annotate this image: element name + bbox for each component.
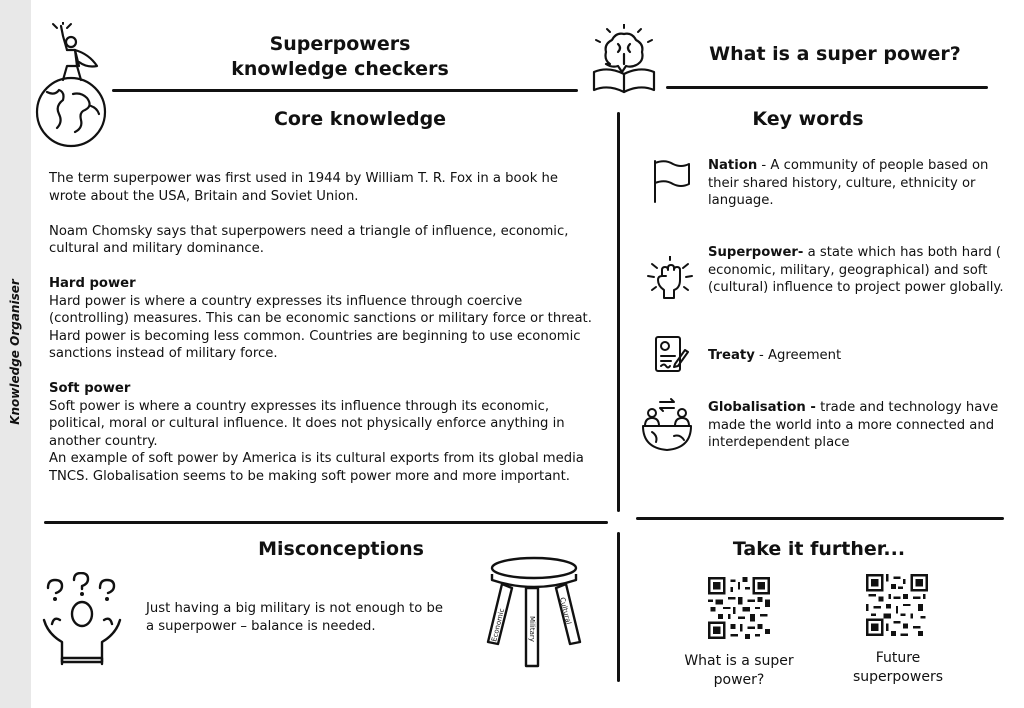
keyword-term: Nation	[708, 158, 758, 173]
misconception-text: Just having a big military is not enough to be a superpower – balance is needed.	[146, 601, 443, 634]
keyword-separator: -	[754, 348, 768, 363]
stool-leg-label: Cultural	[558, 596, 573, 626]
header-divider-right	[666, 86, 988, 89]
keyword-definition: Agreement	[767, 348, 842, 363]
section-question: What is a super power?	[709, 43, 961, 65]
key-words-heading: Key words	[752, 108, 864, 130]
qr-code-what-is-superpower[interactable]	[708, 577, 770, 639]
globe-exchange-icon	[640, 396, 694, 452]
soft-power-paragraph: An example of soft power by America is its cultural exports from its global media TNCS. Globalisation seems to be making soft power more and more important.	[49, 451, 584, 484]
take-it-further-heading: Take it further...	[732, 538, 906, 560]
keyword-nation	[708, 157, 1008, 210]
core-knowledge-heading: Core knowledge	[273, 108, 447, 130]
column-divider-upper	[617, 112, 620, 512]
stool-leg-label: Economic	[490, 607, 507, 643]
keyword-term: Globalisation -	[708, 400, 816, 415]
misconceptions-heading: Misconceptions	[258, 538, 424, 560]
lower-divider-left	[44, 521, 608, 524]
column-divider-lower	[617, 532, 620, 682]
keyword-term: Treaty	[708, 348, 755, 363]
keyword-definition: a state which has both hard ( economic, military, geographical) and soft (cultural) influence to project power globally.	[708, 245, 1004, 295]
raised-fist-icon	[646, 256, 694, 302]
keyword-term: Superpower-	[708, 245, 804, 260]
keyword-treaty	[708, 347, 1008, 365]
hard-power-paragraph: Hard power is becoming less common. Countries are beginning to use economic sanctions instead of military force.	[49, 328, 581, 361]
hard-power-paragraph: Hard power is where a country expresses its influence through coercive (controlling) measures. This can be economic sanctions or military force or threat.	[49, 293, 592, 326]
page-title-line-1: Superpowers	[269, 33, 411, 55]
confused-person-icon	[40, 572, 124, 668]
page-title-line-2: knowledge checkers	[231, 58, 449, 80]
keyword-definition: trade and technology have made the world into a more connected and interdependent place	[708, 400, 999, 450]
lower-divider-right	[636, 517, 1004, 520]
flag-icon	[650, 158, 692, 204]
core-knowledge-body	[49, 170, 594, 485]
page-title	[200, 32, 480, 82]
keyword-superpower	[708, 244, 1008, 297]
keyword-separator: -	[757, 158, 771, 173]
soft-power-paragraph: Soft power is where a country expresses its influence through its economic, political, moral or cultural influence. It does not physically enforce anything in another country.	[49, 398, 565, 449]
qr-code-future-superpowers[interactable]	[866, 574, 928, 636]
header-divider-left	[112, 89, 578, 92]
qr-label-future-superpowers: Future superpowers	[853, 650, 943, 685]
keyword-globalisation	[708, 399, 1008, 452]
stool-leg-label: Military	[528, 616, 536, 642]
core-paragraph: The term superpower was first used in 1944 by William T. R. Fox in a book he wrote about the USA, Britain and Soviet Union.	[49, 171, 558, 204]
three-legged-stool-icon	[484, 554, 584, 670]
soft-power-title: Soft power	[49, 381, 131, 396]
qr-label-what-is-superpower: What is a super power?	[684, 653, 794, 688]
hard-power-title: Hard power	[49, 276, 136, 291]
sidebar-label: Knowledge Organiser	[8, 279, 22, 425]
superhero-globe-icon	[33, 22, 109, 148]
keyword-definition: A community of people based on their shared history, culture, ethnicity or language.	[708, 158, 989, 208]
brain-book-icon	[588, 24, 660, 96]
core-paragraph: Noam Chomsky says that superpowers need a triangle of influence, economic, cultural and military dominance.	[49, 223, 569, 256]
signed-document-icon	[653, 334, 689, 374]
